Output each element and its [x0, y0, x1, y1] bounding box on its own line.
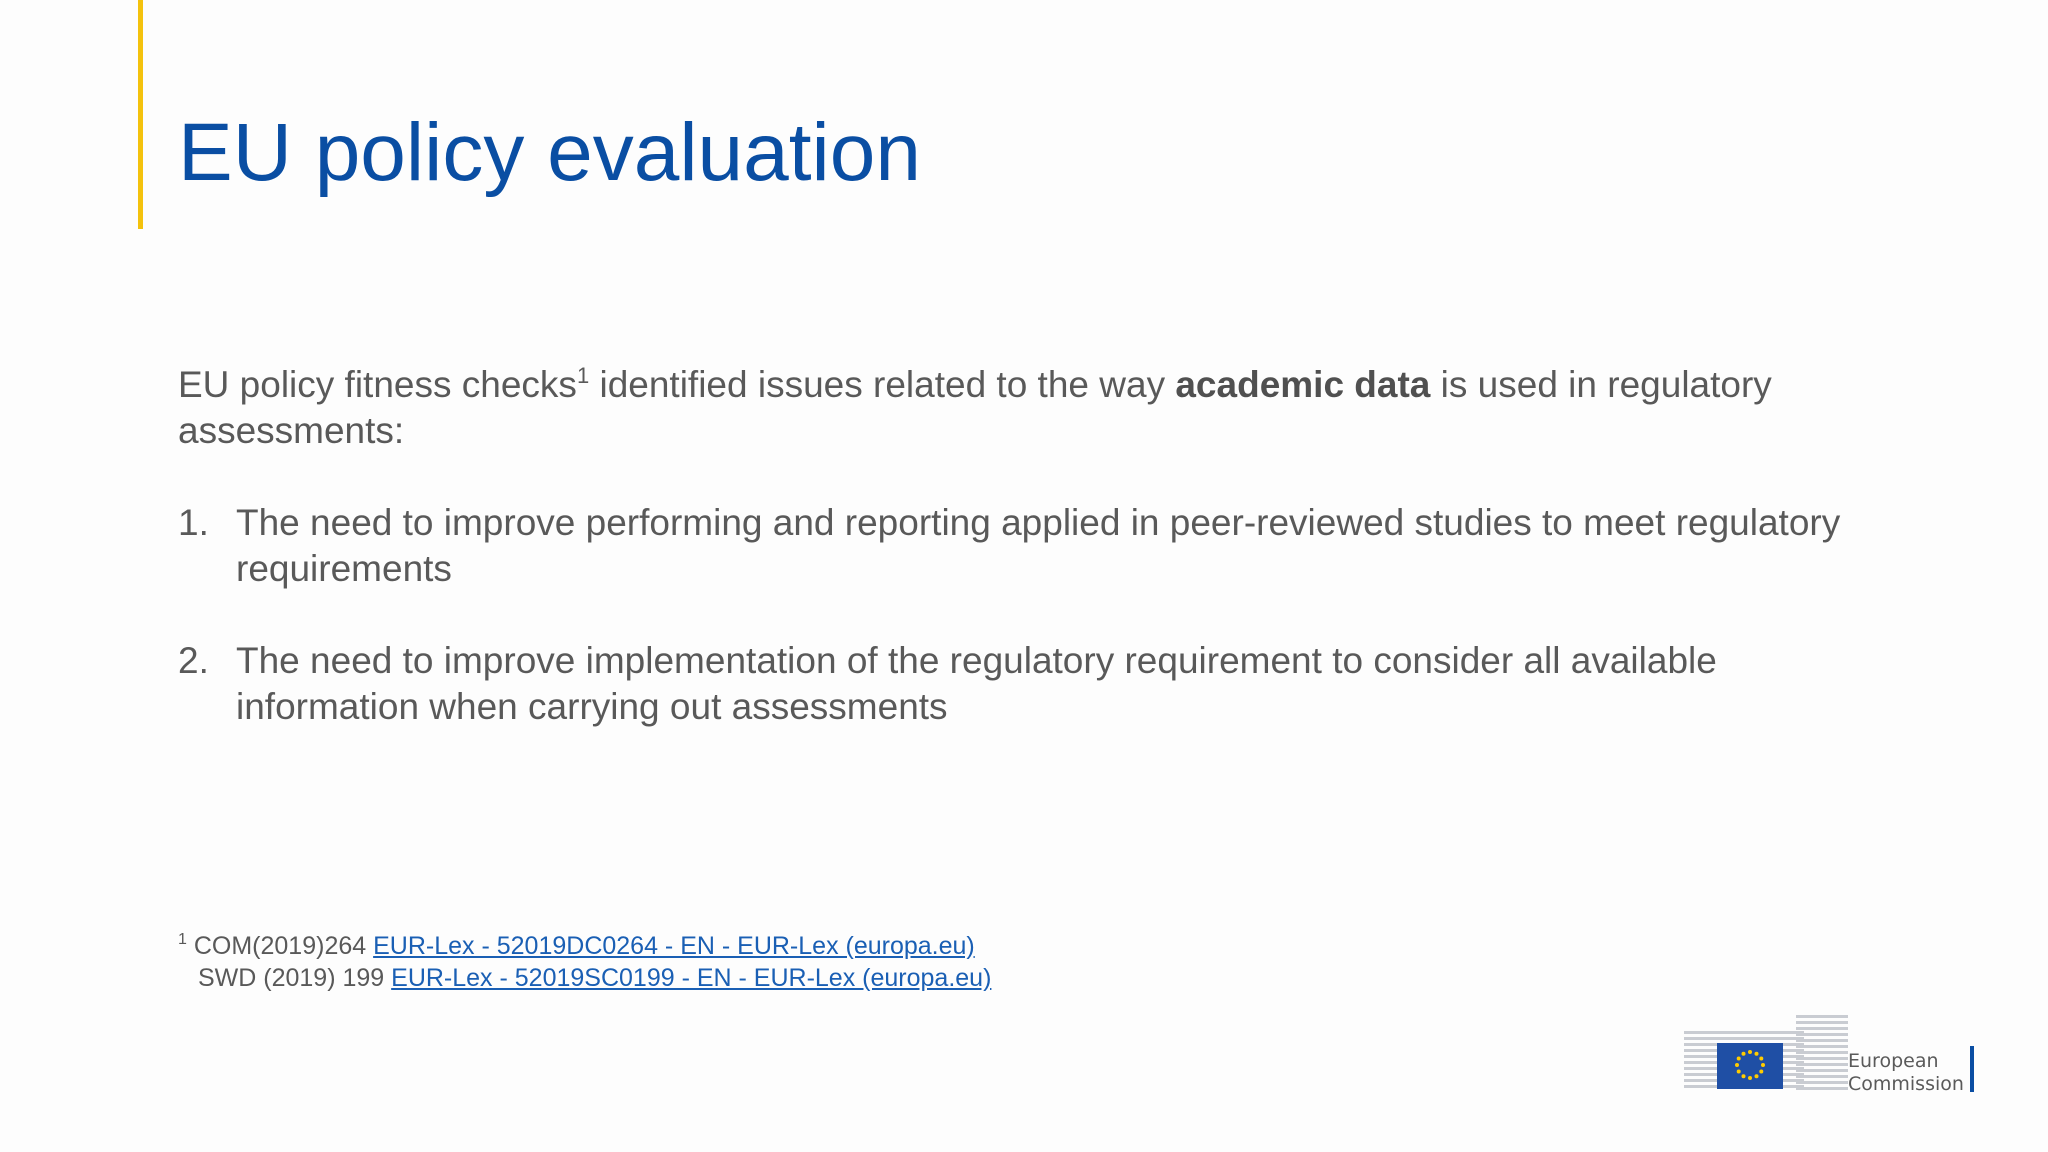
- footnote-ref-1: COM(2019)264: [186, 932, 374, 960]
- intro-text-middle: identified issues related to the way: [589, 364, 1176, 405]
- logo-wordmark: [1848, 1050, 1964, 1096]
- list-item-text: The need to improve performing and reporting applied in peer-reviewed studies to meet regulatory requirements: [236, 502, 1841, 589]
- list-item-text: The need to improve implementation of the regulatory requirement to consider all available information when carrying out assessments: [236, 640, 1717, 727]
- footnote-marker: 1: [576, 363, 590, 388]
- logo-line-commission: Commission: [1848, 1073, 1964, 1095]
- slide-title: EU policy evaluation: [178, 107, 921, 198]
- eur-lex-link-dc0264[interactable]: EUR-Lex - 52019DC0264 - EN - EUR-Lex (europa.eu): [373, 932, 975, 960]
- logo-line-european: European: [1848, 1050, 1939, 1072]
- slide-body: [178, 362, 1878, 776]
- eu-flag-icon: [1717, 1043, 1783, 1089]
- list-item: [178, 500, 1878, 592]
- intro-paragraph: [178, 362, 1878, 454]
- list-item-number: 1.: [178, 502, 209, 543]
- footnote-number: 1: [178, 931, 187, 948]
- list-item-number: 2.: [178, 640, 209, 681]
- list-item: [178, 638, 1878, 730]
- intro-text-before: EU policy fitness checks: [178, 364, 577, 405]
- intro-bold-term: academic data: [1175, 364, 1431, 405]
- title-accent-bar: [138, 0, 143, 229]
- footnote: [178, 930, 991, 994]
- footnote-line-1: [178, 930, 991, 962]
- issues-list: [178, 500, 1878, 730]
- intro-text-after: is used in regulatory assessments:: [178, 364, 1772, 451]
- footnote-line-2: [178, 962, 991, 994]
- footnote-ref-2: SWD (2019) 199: [198, 964, 392, 992]
- eur-lex-link-sc0199[interactable]: EUR-Lex - 52019SC0199 - EN - EUR-Lex (europa.eu): [391, 964, 992, 992]
- logo-divider: [1970, 1046, 1974, 1092]
